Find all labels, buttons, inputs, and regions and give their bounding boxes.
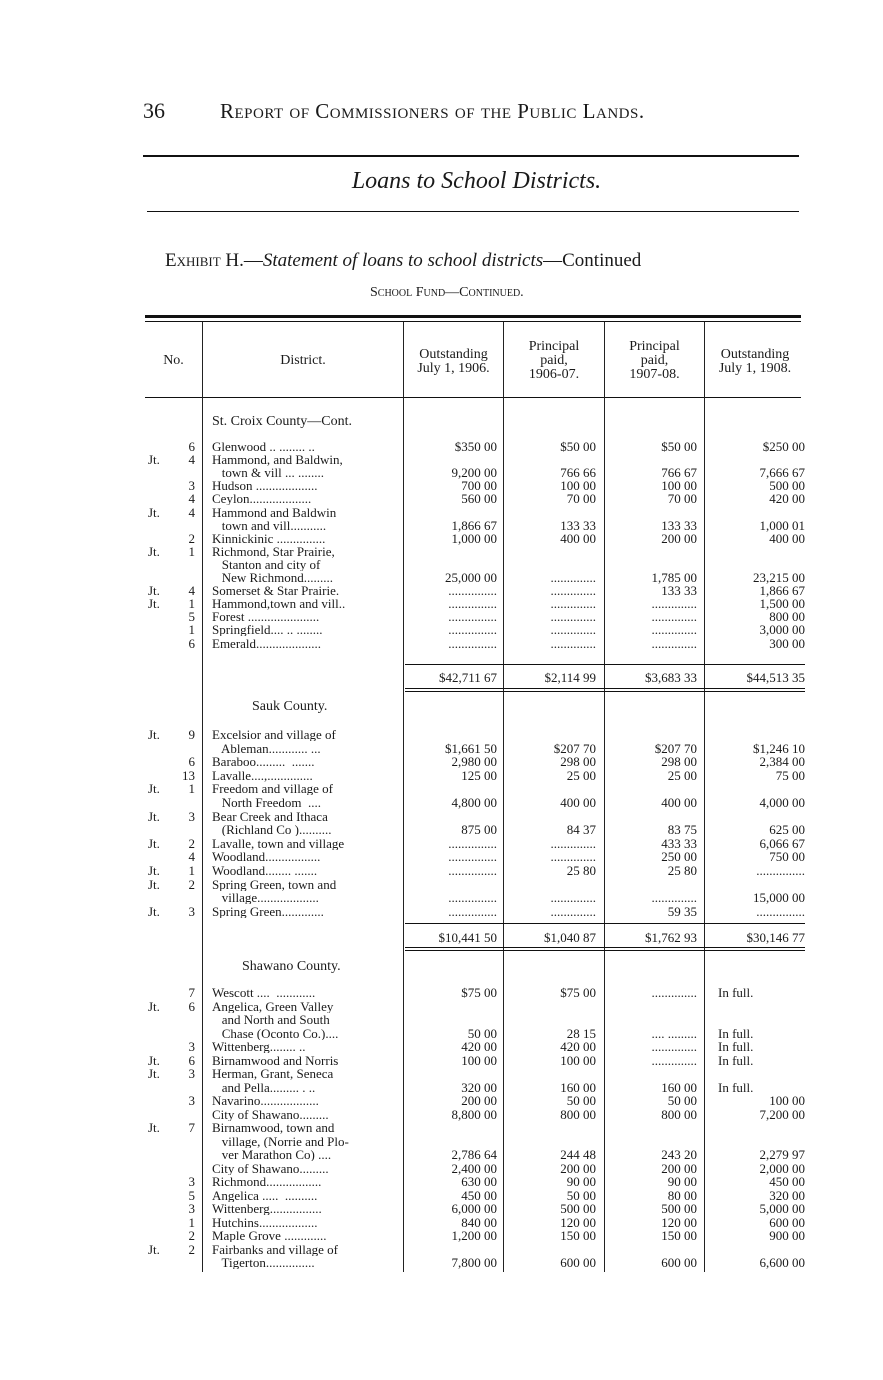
row-number: 7 <box>188 1120 195 1135</box>
cell-outstanding-1906: 7,800 00 <box>451 1255 497 1270</box>
st-croix-total-rule <box>405 664 805 665</box>
cell-outstanding-1906: $350 00 <box>454 439 497 454</box>
cell-outstanding-1906: $75 00 <box>461 985 497 1000</box>
row-district: Baraboo......... ....... <box>212 755 315 769</box>
cell-paid-1907-08: 150 00 <box>661 1228 697 1243</box>
rule-under-title <box>147 211 799 212</box>
cell-outstanding-1906: ............... <box>448 609 497 625</box>
cell-paid-1907-08: 243 20 <box>661 1147 697 1162</box>
cell-outstanding-1908: 2,384 00 <box>759 754 805 770</box>
cell-outstanding-1906: 1,866 67 <box>451 517 497 533</box>
cell-outstanding-1908: 6,066 67 <box>759 835 805 851</box>
cell-paid-1906-07: 100 00 <box>560 1052 596 1068</box>
row-jt-prefix: Jt. <box>148 1052 160 1068</box>
total-cell: $3,683 33 <box>645 670 697 685</box>
fund-subtitle: School Fund—Continued. <box>370 285 524 300</box>
row-district: Kinnickinic ............... <box>212 531 326 545</box>
row-district: Springfield.... .. ........ <box>212 623 323 637</box>
cell-paid-1906-07: 25 80 <box>566 863 596 878</box>
row-district: Somerset & Star Prairie. <box>212 584 340 598</box>
row-district: Chase (Oconto Co.).... <box>212 1026 339 1040</box>
cell-paid-1907-08: 1,785 00 <box>651 570 697 585</box>
cell-outstanding-1908: In full. <box>718 1079 754 1095</box>
table-top-rule <box>145 315 801 318</box>
cell-outstanding-1908: 4,000 00 <box>759 795 805 810</box>
row-jt-prefix: Jt. <box>148 1120 160 1135</box>
row-district: Maple Grove ............. <box>212 1229 327 1242</box>
row-district: Richmond, Star Prairie, <box>212 544 335 558</box>
cell-paid-1907-08: 600 00 <box>661 1255 697 1270</box>
cell-outstanding-1906: 25,000 00 <box>445 570 497 585</box>
cell-outstanding-1908: $250 00 <box>762 439 805 454</box>
row-district: Birnamwood, town and <box>212 1121 335 1134</box>
cell-paid-1907-08: 100 00 <box>661 478 697 494</box>
cell-paid-1907-08: 400 00 <box>661 795 697 810</box>
row-district: Ceylon................... <box>212 492 312 506</box>
row-district: Birnamwood and Norris <box>212 1053 339 1067</box>
cell-outstanding-1906: 6,000 00 <box>451 1201 497 1216</box>
cell-paid-1906-07: .............. <box>550 583 596 599</box>
row-jt-prefix: Jt. <box>148 1241 160 1257</box>
cell-outstanding-1906: ............... <box>448 863 497 878</box>
row-district: Wittenberg........ .. <box>212 1040 306 1053</box>
total-cell: $42,711 67 <box>438 670 497 685</box>
cell-paid-1906-07: 70 00 <box>566 491 596 507</box>
cell-outstanding-1908: 800 00 <box>769 609 805 625</box>
st-croix-total-rule-3 <box>405 691 805 692</box>
cell-paid-1907-08: 25 00 <box>667 767 697 783</box>
col-divider-3 <box>503 322 504 1272</box>
cell-outstanding-1906: 8,800 00 <box>451 1106 497 1122</box>
cell-paid-1907-08: $50 00 <box>661 439 697 454</box>
row-district: Woodland................. <box>212 850 321 864</box>
total-cell: $44,513 35 <box>746 670 805 685</box>
col-divider-5 <box>704 322 705 1272</box>
cell-outstanding-1908: 7,666 67 <box>759 465 805 481</box>
row-number: 5 <box>188 1187 195 1203</box>
cell-outstanding-1908: 3,000 00 <box>759 622 805 638</box>
cell-outstanding-1906: 700 00 <box>461 478 497 494</box>
row-jt-prefix: Jt. <box>148 876 160 892</box>
row-district: Ableman............ ... <box>212 741 321 755</box>
cell-outstanding-1908: $1,246 10 <box>753 740 805 756</box>
cell-paid-1906-07: .............. <box>550 849 596 865</box>
cell-paid-1907-08: .... ......... <box>651 1025 697 1041</box>
cell-outstanding-1908: 450 00 <box>769 1174 805 1189</box>
cell-paid-1907-08: 500 00 <box>661 1201 697 1216</box>
row-jt-prefix: Jt. <box>148 781 160 797</box>
cell-paid-1906-07: 500 00 <box>560 1201 596 1216</box>
cell-outstanding-1908: 1,866 67 <box>759 583 805 599</box>
cell-paid-1906-07: 25 00 <box>566 767 596 783</box>
cell-paid-1907-08: 83 75 <box>667 822 697 838</box>
cell-outstanding-1906: 1,000 00 <box>451 530 497 546</box>
cell-paid-1907-08: 59 35 <box>667 903 697 919</box>
cell-outstanding-1906: $1,661 50 <box>445 740 497 756</box>
row-district: Woodland........ ....... <box>212 864 318 877</box>
cell-paid-1907-08: 25 80 <box>667 863 697 878</box>
cell-outstanding-1906: 875 00 <box>461 822 497 838</box>
row-district: ver Marathon Co) .... <box>212 1148 332 1161</box>
row-district: Freedom and village of <box>212 782 333 796</box>
header-bottom-rule <box>145 397 801 398</box>
cell-outstanding-1908: 15,000 00 <box>753 890 805 906</box>
row-number: 3 <box>188 903 195 919</box>
cell-paid-1906-07: .............. <box>550 570 596 585</box>
cell-outstanding-1906: 50 00 <box>467 1025 497 1041</box>
cell-outstanding-1908: 2,279 97 <box>759 1147 805 1162</box>
row-number: 1 <box>188 781 195 797</box>
row-number: 6 <box>188 998 195 1014</box>
rule-top <box>143 155 799 157</box>
col-header-district: District. <box>280 353 326 368</box>
row-number: 5 <box>188 609 195 625</box>
cell-outstanding-1906: 100 00 <box>461 1052 497 1068</box>
row-district: Hammond, and Baldwin, <box>212 453 343 467</box>
cell-outstanding-1906: ............... <box>448 596 497 612</box>
cell-outstanding-1908: 300 00 <box>769 635 805 651</box>
cell-outstanding-1908: 7,200 00 <box>759 1106 805 1122</box>
row-number: 4 <box>188 452 195 468</box>
cell-paid-1906-07: .............. <box>550 622 596 638</box>
cell-paid-1907-08: 250 00 <box>661 849 697 865</box>
county-heading-sauk: Sauk County. <box>252 699 328 714</box>
row-district: village................... <box>212 891 319 905</box>
row-district: Hudson ................... <box>212 479 318 493</box>
cell-outstanding-1906: ............... <box>448 635 497 651</box>
cell-paid-1907-08: .............. <box>651 635 697 651</box>
cell-outstanding-1908: ............... <box>756 903 805 919</box>
row-jt-prefix: Jt. <box>148 543 160 559</box>
cell-outstanding-1908: 6,600 00 <box>759 1255 805 1270</box>
cell-outstanding-1908: 420 00 <box>769 491 805 507</box>
row-district: Forest ...................... <box>212 610 320 624</box>
cell-outstanding-1908: In full. <box>718 1025 754 1041</box>
cell-paid-1906-07: 200 00 <box>560 1160 596 1176</box>
cell-outstanding-1908: 23,215 00 <box>753 570 805 585</box>
col-header-paid-1907-08: Principal paid, 1907-08. <box>629 339 680 382</box>
cell-outstanding-1906: ............... <box>448 622 497 638</box>
cell-paid-1906-07: $50 00 <box>560 439 596 454</box>
cell-outstanding-1908: 625 00 <box>769 822 805 838</box>
total-cell: $30,146 77 <box>746 930 805 945</box>
row-number: 9 <box>188 727 195 742</box>
row-number: 3 <box>188 1066 195 1081</box>
row-district: Angelica ..... .......... <box>212 1188 318 1202</box>
row-district: Richmond................. <box>212 1175 322 1188</box>
running-title: Report of Commissioners of the Public Lands. <box>220 99 645 123</box>
cell-outstanding-1908: In full. <box>718 1039 754 1054</box>
row-number: 1 <box>188 622 195 638</box>
exhibit-suffix: —Continued <box>543 250 642 271</box>
row-district: Lavalle, town and village <box>212 836 345 850</box>
row-number: 1 <box>188 543 195 559</box>
cell-paid-1907-08: 50 00 <box>667 1093 697 1108</box>
cell-outstanding-1908: 400 00 <box>769 530 805 546</box>
row-district: village, (Norrie and Plo- <box>212 1134 349 1148</box>
col-header-no: No. <box>163 353 184 368</box>
cell-outstanding-1906: 2,786 64 <box>451 1147 497 1162</box>
cell-paid-1907-08: 80 00 <box>667 1187 697 1203</box>
row-number: 6 <box>188 754 195 770</box>
row-number: 2 <box>188 835 195 851</box>
cell-outstanding-1906: 320 00 <box>461 1079 497 1095</box>
cell-outstanding-1906: 420 00 <box>461 1039 497 1054</box>
row-district: town and vill........... <box>212 518 327 532</box>
row-district: Lavalle....,.............. <box>212 768 313 782</box>
cell-paid-1906-07: $75 00 <box>560 985 596 1000</box>
county-heading-shawano: Shawano County. <box>242 959 341 974</box>
cell-paid-1907-08: 766 67 <box>661 465 697 481</box>
row-district: Spring Green, town and <box>212 877 337 891</box>
row-district: Wescott .... ............ <box>212 986 316 999</box>
cell-paid-1906-07: 400 00 <box>560 795 596 810</box>
cell-outstanding-1906: 560 00 <box>461 491 497 507</box>
cell-outstanding-1908: 5,000 00 <box>759 1201 805 1216</box>
cell-paid-1907-08: .............. <box>651 1039 697 1054</box>
col-header-outstanding-1908: Outstanding July 1, 1908. <box>718 347 792 376</box>
row-number: 6 <box>188 439 195 454</box>
sauk-total-rule-3 <box>405 950 805 951</box>
row-district: New Richmond......... <box>212 571 333 584</box>
cell-paid-1906-07: .............. <box>550 835 596 851</box>
row-jt-prefix: Jt. <box>148 863 160 878</box>
row-number: 1 <box>188 1214 195 1230</box>
row-number: 4 <box>188 491 195 507</box>
row-district: North Freedom .... <box>212 796 322 809</box>
cell-paid-1906-07: 50 00 <box>566 1093 596 1108</box>
cell-paid-1906-07: 28 15 <box>566 1025 596 1041</box>
cell-paid-1907-08: .............. <box>651 596 697 612</box>
cell-paid-1906-07: .............. <box>550 609 596 625</box>
row-district: (Richland Co ).......... <box>212 823 332 837</box>
cell-outstanding-1908: In full. <box>718 1052 754 1068</box>
row-jt-prefix: Jt. <box>148 808 160 824</box>
cell-paid-1907-08: .............. <box>651 985 697 1000</box>
row-district: Emerald.................... <box>212 636 322 650</box>
cell-outstanding-1908: ............... <box>756 863 805 878</box>
cell-outstanding-1906: 4,800 00 <box>451 795 497 810</box>
cell-outstanding-1908: 900 00 <box>769 1228 805 1243</box>
row-number: 3 <box>188 1201 195 1216</box>
cell-paid-1907-08: 800 00 <box>661 1106 697 1122</box>
row-district: Herman, Grant, Seneca <box>212 1067 334 1080</box>
row-jt-prefix: Jt. <box>148 998 160 1014</box>
cell-outstanding-1906: ............... <box>448 583 497 599</box>
cell-outstanding-1906: ............... <box>448 849 497 865</box>
cell-paid-1906-07: 766 66 <box>560 465 596 481</box>
row-district: Hammond,town and vill.. <box>212 597 346 611</box>
row-district: Tigerton............... <box>212 1256 315 1269</box>
row-district: City of Shawano......... <box>212 1107 329 1121</box>
col-header-paid-1906-07: Principal paid, 1906-07. <box>528 339 580 382</box>
row-number: 6 <box>188 1052 195 1068</box>
exhibit-title: Statement of loans to school districts <box>262 250 544 271</box>
row-number: 3 <box>188 808 195 824</box>
row-number: 1 <box>188 596 195 612</box>
cell-paid-1907-08: 133 33 <box>661 517 697 533</box>
cell-outstanding-1906: 450 00 <box>461 1187 497 1203</box>
cell-outstanding-1906: 840 00 <box>461 1214 497 1230</box>
cell-outstanding-1906: 630 00 <box>461 1174 497 1189</box>
cell-paid-1906-07: 84 37 <box>566 822 596 838</box>
row-number: 4 <box>188 504 195 520</box>
cell-paid-1906-07: 133 33 <box>560 517 596 533</box>
row-jt-prefix: Jt. <box>148 504 160 520</box>
cell-paid-1906-07: 800 00 <box>560 1106 596 1122</box>
cell-paid-1906-07: 90 00 <box>566 1174 596 1189</box>
row-jt-prefix: Jt. <box>148 835 160 851</box>
row-number: 3 <box>188 1039 195 1054</box>
cell-paid-1907-08: 70 00 <box>667 491 697 507</box>
row-number: 3 <box>188 1093 195 1108</box>
row-number: 7 <box>188 985 195 1000</box>
row-district: Angelica, Green Valley <box>212 999 334 1013</box>
cell-paid-1906-07: 244 48 <box>560 1147 596 1162</box>
st-croix-total-rule-2 <box>405 688 805 689</box>
row-number: 2 <box>188 876 195 892</box>
cell-outstanding-1906: 200 00 <box>461 1093 497 1108</box>
cell-paid-1907-08: .............. <box>651 609 697 625</box>
cell-paid-1907-08: .............. <box>651 1052 697 1068</box>
cell-paid-1906-07: 100 00 <box>560 478 596 494</box>
cell-outstanding-1908: 750 00 <box>769 849 805 865</box>
cell-outstanding-1906: ............... <box>448 835 497 851</box>
row-district: Hammond and Baldwin <box>212 505 337 519</box>
row-number: 3 <box>188 1174 195 1189</box>
cell-outstanding-1906: ............... <box>448 890 497 906</box>
cell-outstanding-1908: 75 00 <box>775 767 805 783</box>
cell-paid-1907-08: .............. <box>651 622 697 638</box>
row-number: 4 <box>188 583 195 599</box>
total-cell: $1,040 87 <box>544 930 596 945</box>
row-number: 4 <box>188 849 195 865</box>
cell-outstanding-1908: 500 00 <box>769 478 805 494</box>
cell-paid-1907-08: 200 00 <box>661 1160 697 1176</box>
row-district: and North and South <box>212 1013 330 1026</box>
row-district: Navarino.................. <box>212 1094 319 1107</box>
cell-paid-1907-08: 298 00 <box>661 754 697 770</box>
row-number: 6 <box>188 635 195 651</box>
row-jt-prefix: Jt. <box>148 1066 160 1081</box>
section-title: Loans to School Districts. <box>351 168 602 194</box>
row-district: and Pella......... . .. <box>212 1080 316 1094</box>
cell-outstanding-1908: 1,500 00 <box>759 596 805 612</box>
row-number: 2 <box>188 1241 195 1257</box>
cell-outstanding-1906: 2,400 00 <box>451 1160 497 1176</box>
row-jt-prefix: Jt. <box>148 452 160 468</box>
cell-paid-1906-07: 50 00 <box>566 1187 596 1203</box>
cell-outstanding-1908: 2,000 00 <box>759 1160 805 1176</box>
cell-outstanding-1906: 2,980 00 <box>451 754 497 770</box>
exhibit-heading <box>165 250 641 272</box>
cell-paid-1906-07: 160 00 <box>560 1079 596 1095</box>
cell-outstanding-1908: 1,000 01 <box>759 517 805 533</box>
cell-paid-1907-08: 160 00 <box>661 1079 697 1095</box>
page-number: 36 <box>143 98 165 123</box>
total-cell: $2,114 99 <box>544 670 596 685</box>
total-cell: $10,441 50 <box>438 930 497 945</box>
row-jt-prefix: Jt. <box>148 583 160 599</box>
row-number: 2 <box>188 1228 195 1243</box>
col-divider-2 <box>403 322 404 1272</box>
cell-paid-1907-08: 433 33 <box>661 835 697 851</box>
row-district: town & vill ... ........ <box>212 466 324 480</box>
cell-outstanding-1906: ............... <box>448 903 497 919</box>
cell-outstanding-1906: 9,200 00 <box>451 465 497 481</box>
col-divider-1 <box>202 322 203 1272</box>
row-jt-prefix: Jt. <box>148 596 160 612</box>
row-district: Spring Green............. <box>212 904 324 918</box>
cell-paid-1906-07: 600 00 <box>560 1255 596 1270</box>
cell-paid-1907-08: .............. <box>651 890 697 906</box>
cell-outstanding-1908: 320 00 <box>769 1187 805 1203</box>
cell-outstanding-1908: 100 00 <box>769 1093 805 1108</box>
county-heading-st-croix: St. Croix County—Cont. <box>212 414 353 429</box>
cell-paid-1907-08: $207 70 <box>654 740 697 756</box>
row-district: City of Shawano......... <box>212 1161 329 1175</box>
cell-outstanding-1908: 600 00 <box>769 1214 805 1230</box>
sauk-total-rule-2 <box>405 947 805 948</box>
row-jt-prefix: Jt. <box>148 903 160 919</box>
cell-paid-1906-07: .............. <box>550 635 596 651</box>
cell-paid-1907-08: 133 33 <box>661 583 697 599</box>
row-district: Stanton and city of <box>212 557 321 571</box>
row-district: Excelsior and village of <box>212 728 336 741</box>
row-number: 1 <box>188 863 195 878</box>
row-district: Wittenberg................ <box>212 1202 322 1215</box>
sauk-total-rule <box>405 923 805 924</box>
cell-paid-1906-07: 400 00 <box>560 530 596 546</box>
col-divider-4 <box>604 322 605 1272</box>
cell-paid-1906-07: $207 70 <box>553 740 596 756</box>
cell-paid-1906-07: .............. <box>550 596 596 612</box>
cell-outstanding-1908: In full. <box>718 985 754 1000</box>
cell-paid-1907-08: 90 00 <box>667 1174 697 1189</box>
exhibit-label: Exhibit H.— <box>165 250 263 271</box>
total-cell: $1,762 93 <box>645 930 697 945</box>
cell-paid-1906-07: 120 00 <box>560 1214 596 1230</box>
row-number: 2 <box>188 530 195 546</box>
cell-paid-1906-07: 420 00 <box>560 1039 596 1054</box>
row-number: 13 <box>182 767 195 783</box>
row-district: Hutchins.................. <box>212 1215 318 1229</box>
cell-paid-1907-08: 120 00 <box>661 1214 697 1230</box>
row-district: Bear Creek and Ithaca <box>212 809 328 823</box>
table-top-rule-2 <box>145 321 801 322</box>
row-number: 3 <box>188 478 195 494</box>
cell-paid-1906-07: .............. <box>550 890 596 906</box>
cell-paid-1907-08: 200 00 <box>661 530 697 546</box>
cell-paid-1906-07: .............. <box>550 903 596 919</box>
cell-paid-1906-07: 298 00 <box>560 754 596 770</box>
cell-paid-1906-07: 150 00 <box>560 1228 596 1243</box>
row-district: Glenwood .. ........ .. <box>212 440 315 453</box>
row-district: Fairbanks and village of <box>212 1242 338 1256</box>
row-jt-prefix: Jt. <box>148 727 160 742</box>
col-header-outstanding-1906: Outstanding July 1, 1906. <box>417 347 490 376</box>
cell-outstanding-1906: 125 00 <box>461 767 497 783</box>
cell-outstanding-1906: 1,200 00 <box>451 1228 497 1243</box>
